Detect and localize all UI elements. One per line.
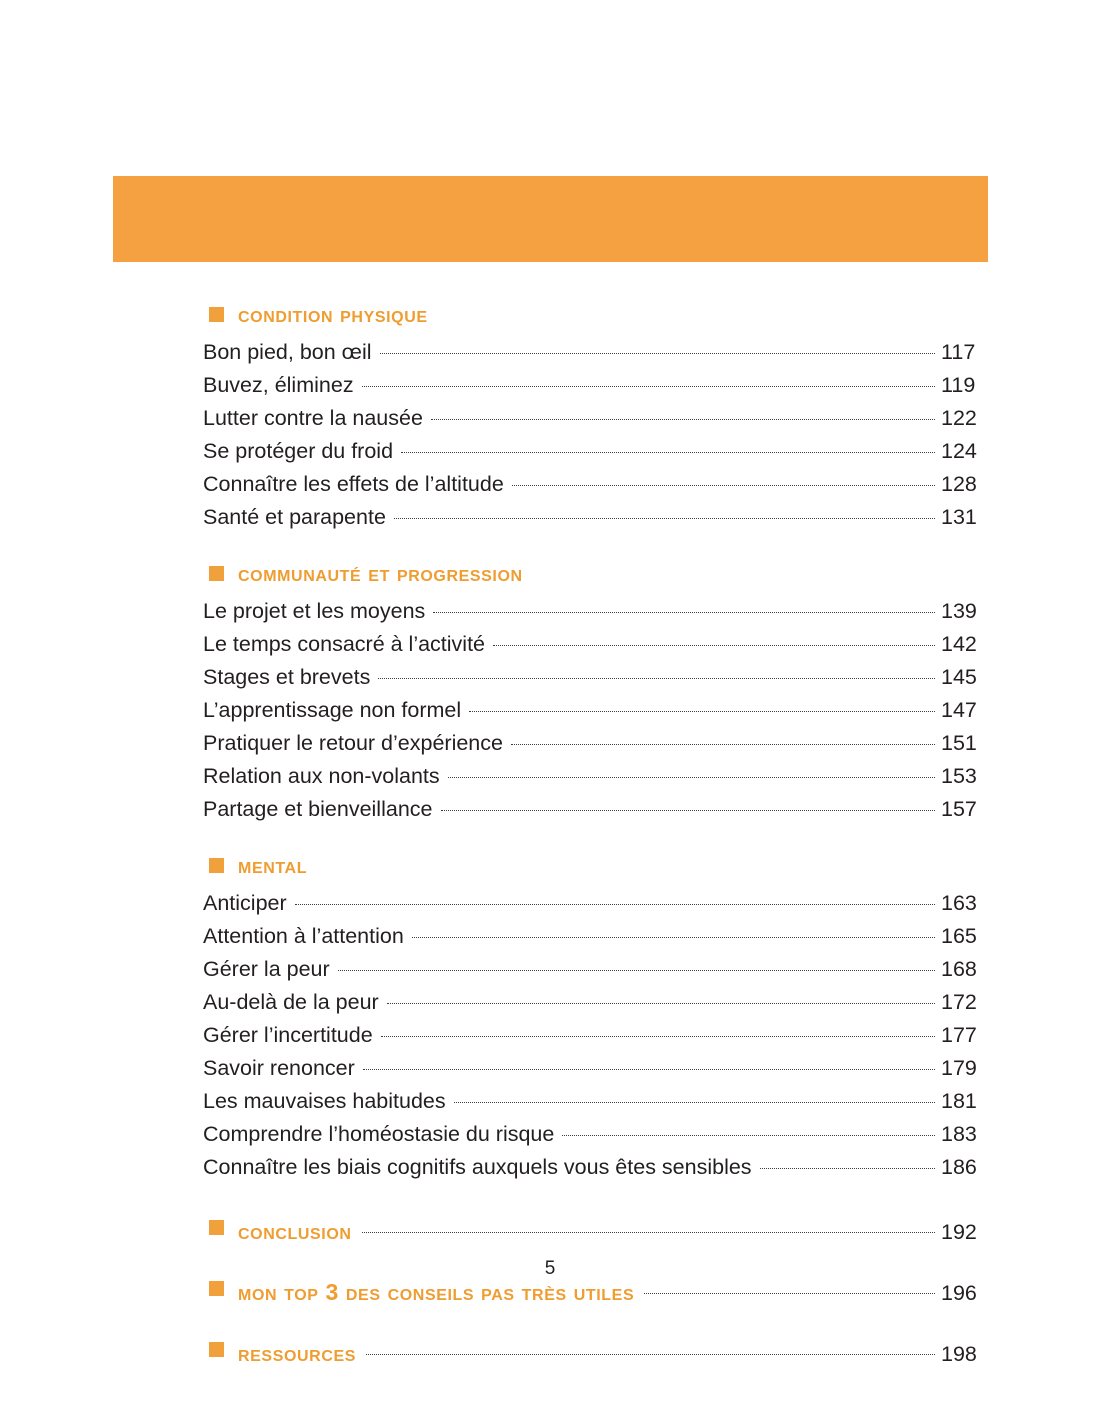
dot-leader [469,711,935,712]
dot-leader [493,645,935,646]
toc-standalone-entry[interactable] [209,1279,993,1306]
toc-entry[interactable] [203,694,993,727]
dot-leader [295,904,935,905]
dot-leader [562,1135,935,1136]
dot-leader [441,810,936,811]
toc-entry-label: Partage et bienveillance [203,797,433,822]
toc-section [113,852,993,1184]
dot-leader [362,386,935,387]
square-bullet-icon [209,307,224,322]
toc-standalone-title: conclusion [238,1218,352,1245]
header-color-band [113,176,988,262]
dot-leader [760,1168,935,1169]
toc-section-heading [209,301,993,328]
toc-entry-label: Buvez, éliminez [203,373,354,398]
table-of-contents [113,275,993,1367]
toc-entry-page: 153 [941,764,977,789]
toc-entry-label: Connaître les effets de l’altitude [203,472,504,497]
toc-entry-page: 117 [941,340,976,364]
toc-entry[interactable] [203,953,993,986]
toc-entry[interactable] [203,661,993,694]
dot-leader [644,1293,935,1294]
toc-section-title: communauté et progression [238,560,523,587]
toc-standalone-title: ressources [238,1340,357,1367]
square-bullet-icon [209,858,224,873]
toc-section-heading [209,560,993,587]
toc-entry-label: Gérer la peur [203,957,330,982]
square-bullet-icon [209,1281,224,1296]
dot-leader [412,937,935,938]
dot-leader [454,1102,935,1103]
toc-entry[interactable] [203,1052,993,1085]
toc-standalone-page: 192 [941,1220,977,1245]
dot-leader [511,744,935,745]
toc-entry-page: 139 [941,599,977,624]
toc-entry-label: Santé et parapente [203,505,386,530]
toc-standalone-entry[interactable] [209,1340,993,1367]
toc-entry[interactable] [203,793,993,826]
toc-entry-label: Gérer l’incertitude [203,1023,373,1048]
toc-entry-page: 145 [941,665,977,690]
toc-entry-label: Les mauvaises habitudes [203,1089,446,1114]
toc-section-title: mental [238,852,308,879]
dot-leader [362,1232,935,1233]
toc-entry-label: Connaître les biais cognitifs auxquels vous êtes sensibles [203,1155,752,1180]
toc-entry[interactable] [203,595,993,628]
toc-standalone-page: 198 [941,1342,977,1367]
dot-leader [338,970,935,971]
toc-entry-label: Relation aux non-volants [203,764,440,789]
toc-entry-label: Attention à l’attention [203,924,404,949]
toc-entry-page: 168 [941,957,977,982]
dot-leader [380,353,935,354]
toc-entry-page: 128 [941,472,977,497]
toc-section [113,301,993,534]
toc-entry-page: 172 [941,990,977,1015]
toc-entry[interactable] [203,501,993,534]
toc-entry-page: 122 [941,406,977,431]
dot-leader [448,777,935,778]
toc-entry-list [113,336,993,534]
toc-entry-list [113,595,993,826]
page-number: 5 [544,1258,556,1279]
square-bullet-icon [209,1342,224,1357]
dot-leader [363,1069,935,1070]
toc-entry-page: 165 [941,924,977,949]
toc-entry-label: Pratiquer le retour d’expérience [203,731,503,756]
toc-entry-label: Le projet et les moyens [203,599,426,624]
toc-entry-page: 186 [941,1155,977,1180]
toc-entry-page: 147 [941,698,977,723]
square-bullet-icon [209,1220,224,1235]
toc-entry-page: 183 [941,1122,977,1147]
toc-entry-label: Bon pied, bon œil [203,340,372,364]
dot-leader [433,612,935,613]
toc-entry[interactable] [203,1019,993,1052]
toc-entry[interactable] [203,986,993,1019]
dot-leader [401,452,935,453]
toc-entry-label: Anticiper [203,891,287,916]
toc-entry-page: 124 [941,439,977,464]
dot-leader [512,485,935,486]
dot-leader [366,1354,935,1355]
toc-entry-label: Lutter contre la nausée [203,406,423,431]
toc-entry-page: 179 [941,1056,977,1081]
toc-entry[interactable] [203,468,993,501]
toc-entry-page: 119 [941,373,976,398]
toc-entry[interactable] [203,920,993,953]
toc-entry-page: 151 [941,731,977,756]
dot-leader [431,419,935,420]
toc-entry[interactable] [203,402,993,435]
toc-entry-page: 157 [941,797,977,822]
toc-entry-page: 131 [941,505,977,530]
toc-entry-label: Savoir renoncer [203,1056,355,1081]
toc-entry[interactable] [203,435,993,468]
toc-entry-page: 163 [941,891,977,916]
toc-entry-page: 181 [941,1089,977,1114]
toc-standalone-entry[interactable] [209,1218,993,1245]
dot-leader [394,518,935,519]
toc-entry-label: Se protéger du froid [203,439,394,464]
toc-standalone-page: 196 [941,1281,977,1306]
square-bullet-icon [209,566,224,581]
toc-entry[interactable] [203,336,993,369]
toc-entry-label: L’apprentissage non formel [203,698,462,723]
toc-entry-label: Stages et brevets [203,665,371,690]
toc-entry[interactable] [203,1118,993,1151]
toc-entry[interactable] [203,727,993,760]
toc-entry[interactable] [203,1151,993,1184]
toc-section [113,560,993,826]
toc-entry[interactable] [203,1085,993,1118]
toc-entry[interactable] [203,628,993,661]
dot-leader [378,678,935,679]
toc-entry-page: 142 [941,632,977,657]
toc-section-title: condition physique [238,301,428,327]
toc-entry-label: Comprendre l’homéostasie du risque [203,1122,555,1147]
toc-entry[interactable] [203,887,993,920]
dot-leader [387,1003,935,1004]
dot-leader [381,1036,935,1037]
toc-entry[interactable] [203,369,993,402]
toc-standalone-title: mon top 3 des conseils pas très utiles [238,1279,635,1306]
toc-section-heading [209,852,993,879]
toc-entry[interactable] [203,760,993,793]
toc-entry-label: Le temps consacré à l’activité [203,632,486,657]
toc-entry-list [113,887,993,1184]
toc-entry-page: 177 [941,1023,977,1048]
toc-entry-label: Au-delà de la peur [203,990,379,1015]
